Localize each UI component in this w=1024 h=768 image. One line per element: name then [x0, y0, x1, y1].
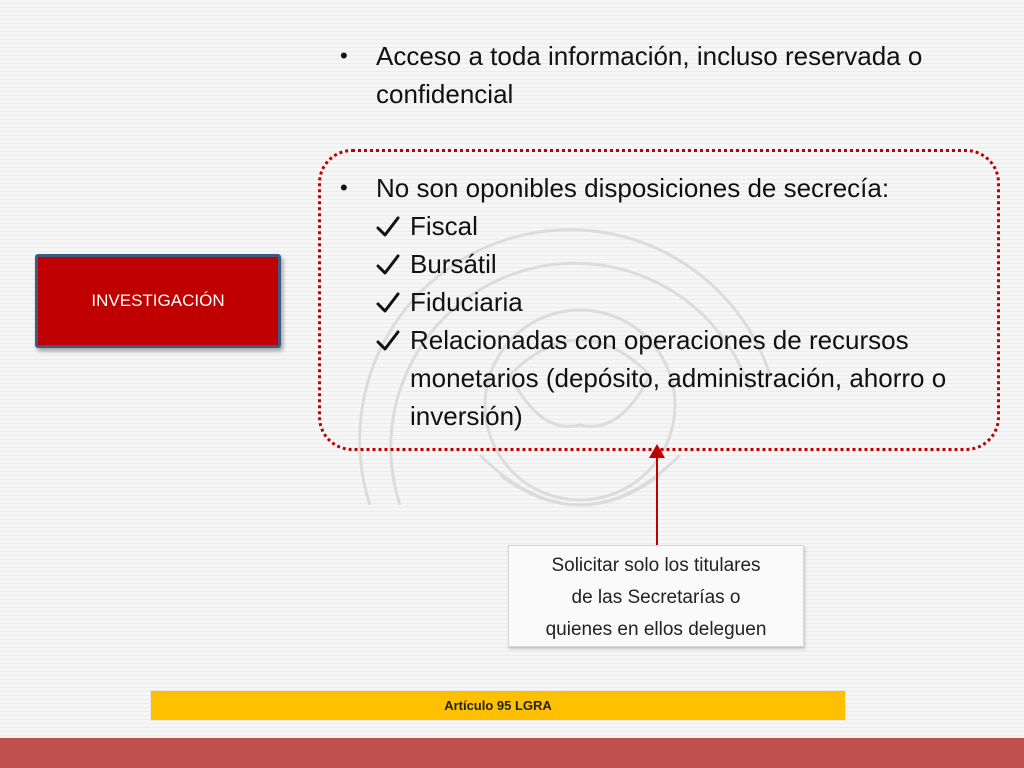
- secrecy-check-item-fiduciaria: [374, 283, 970, 321]
- arrow-up-icon: [645, 444, 669, 548]
- secrecy-check-label: Bursátil: [410, 249, 497, 279]
- callout-line: quienes en ellos deleguen: [545, 619, 767, 640]
- secrecy-bullet-list: [340, 169, 970, 435]
- bullet-dot-icon: •: [340, 43, 348, 68]
- article-label: Artículo 95 LGRA: [444, 698, 552, 713]
- secrecy-check-item-bursatil: [374, 245, 970, 283]
- callout-line: de las Secretarías o: [571, 587, 741, 608]
- checkmark-icon: [376, 216, 400, 238]
- secrecy-check-item-recursos: [374, 321, 970, 435]
- footer-band: [0, 738, 1024, 768]
- secrecy-check-label: Fiduciaria: [410, 287, 523, 317]
- secrecy-check-label: Fiscal: [410, 211, 478, 241]
- secrecy-heading: No son oponibles disposiciones de secrecía:: [376, 173, 890, 203]
- checkmark-icon: [376, 254, 400, 276]
- access-bullet-list: [340, 37, 980, 113]
- secrecy-check-label: Relacionadas con operaciones de recursos monetarios (depósito, administración, ahorro o inversión): [410, 325, 947, 431]
- delegation-callout: [508, 545, 804, 647]
- investigacion-label: INVESTIGACIÓN: [91, 291, 225, 310]
- secrecy-check-item-fiscal: [374, 207, 970, 245]
- callout-line: Solicitar solo los titulares: [551, 555, 761, 576]
- secrecy-check-list: [374, 207, 970, 435]
- investigacion-box: [35, 254, 281, 348]
- article-reference-bar: [150, 690, 846, 721]
- checkmark-icon: [376, 292, 400, 314]
- bullet-dot-icon: •: [340, 175, 348, 200]
- secrecy-bullet-item: [340, 169, 970, 435]
- checkmark-icon: [376, 330, 400, 352]
- access-bullet-item: [340, 37, 980, 113]
- access-bullet-text: Acceso a toda información, incluso reservada o confidencial: [376, 41, 923, 109]
